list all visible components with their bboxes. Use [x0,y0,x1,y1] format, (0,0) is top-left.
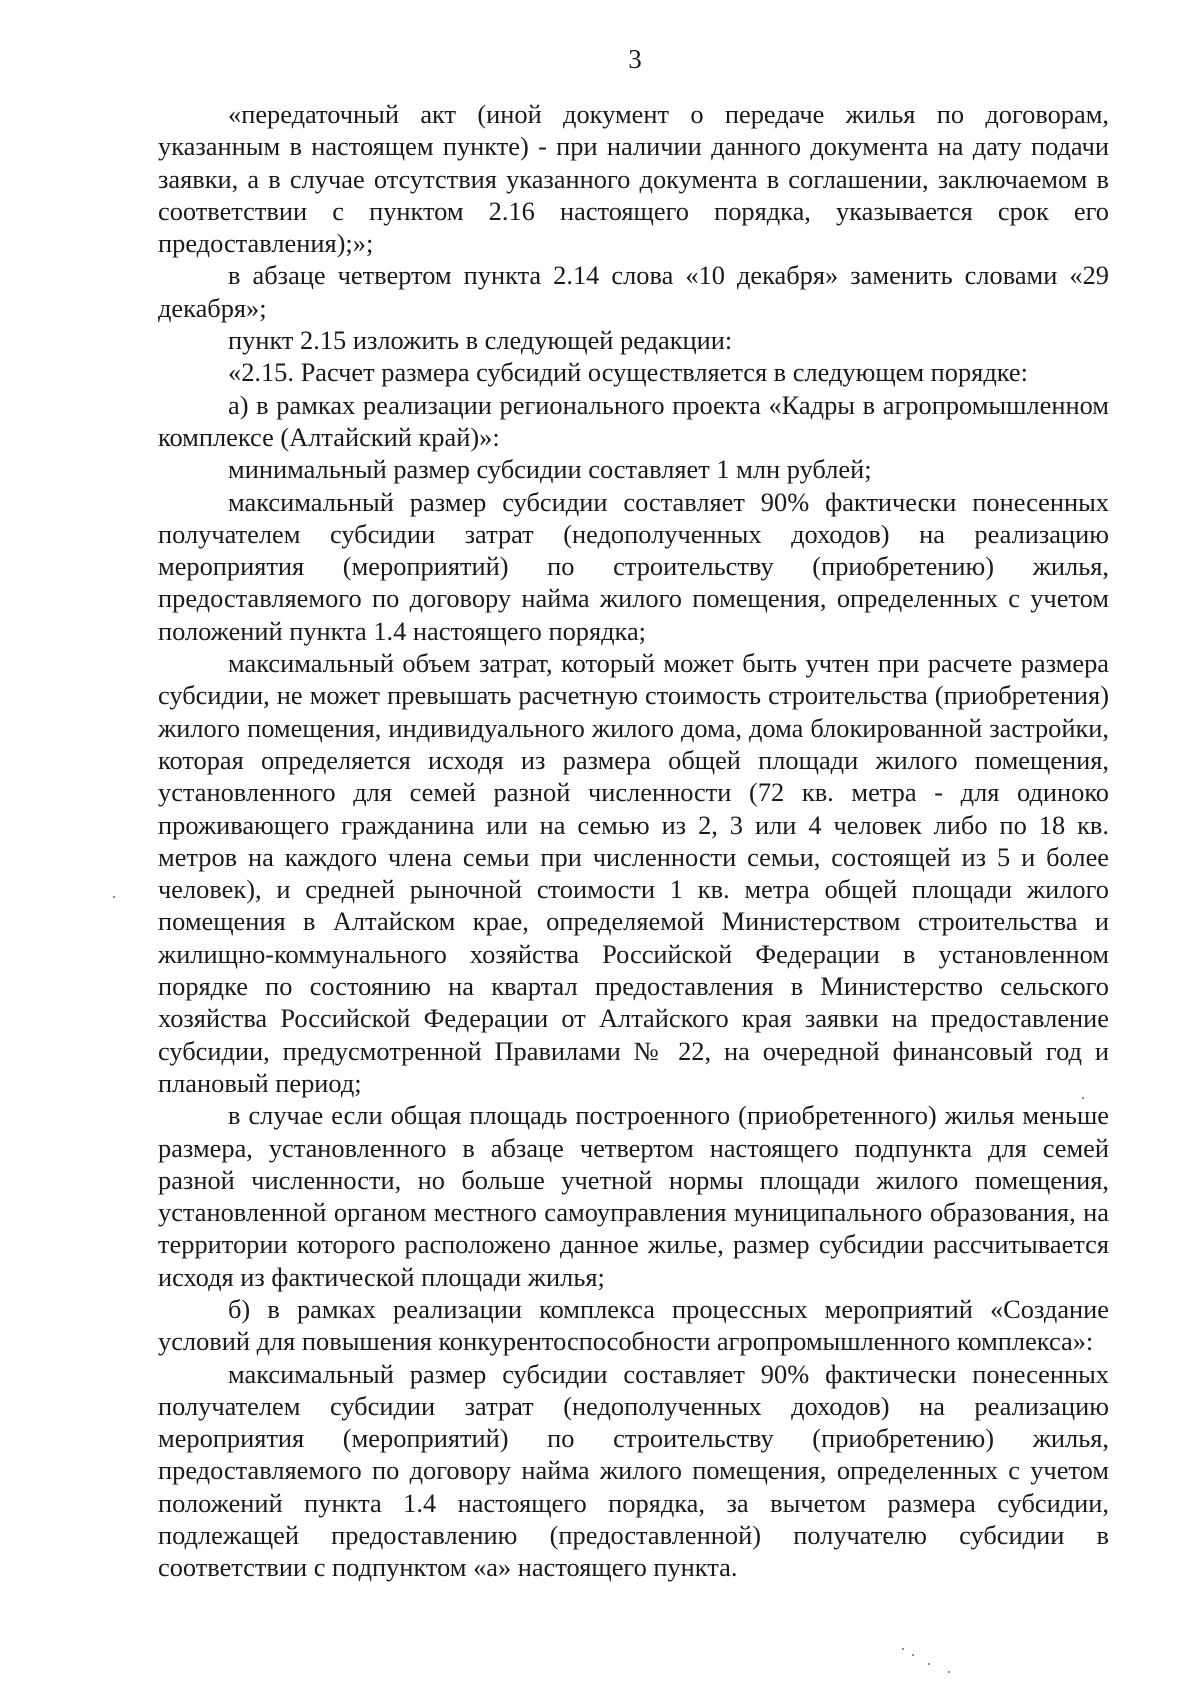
paragraph-smaller-area: в случае если общая площадь построенного (приобретенного) жилья меньше размера, установленного в абзаце четвертом настоящего подпункта для семей разной численности, но больше учетной нормы площади жилого помещения, установленной органом местного самоуправления муниципального образования, на территории которого расположено данное жилье, размер субсидии рассчитывается исходя из фактической площади жилья; [158,1100,1109,1292]
scan-speck [912,1654,914,1656]
scan-speck [902,1648,904,1650]
scan-speck [113,896,115,898]
paragraph-amend-2-14: в абзаце четвертом пункта 2.14 слова «10 декабря» заменить словами «29 декабря»; [158,260,1109,323]
paragraph-transfer-act: «передаточный акт (иной документ о передаче жилья по договорам, указанным в настоящем пункте) - при наличии данного документа на дату подачи заявки, а в случае отсутствия указанного документа в соглашении, заключаемом в соответствии с пунктом 2.16 настоящего порядка, указывается срок его предоставления);»; [158,99,1109,259]
scan-speck [948,1671,950,1673]
paragraph-maximum-subsidy-b: максимальный размер субсидии составляет 90% фактически понесенных получателем субсидии затрат (недополученных доходов) на реализацию мероприятия (мероприятий) по строительству (приобретению) жилья, предоставляемого по договору найма жилого помещения, определенных с учетом положений пункта 1.4 настоящего порядка, за вычетом размера субсидии, подлежащей предоставлению (предоставленной) получателю субсидии в соответствии с подпунктом «а» настоящего пункта. [158,1358,1109,1583]
scan-speck [1082,1097,1084,1099]
scan-speck [928,1663,930,1665]
paragraph-minimum-subsidy: минимальный размер субсидии составляет 1 млн рублей; [228,454,872,485]
paragraph-amend-2-15-intro: пункт 2.15 изложить в следующей редакции: [228,325,733,356]
page-number: 3 [628,44,642,74]
document-body [158,98,1109,1584]
paragraph-maximum-subsidy-a: максимальный размер субсидии составляет 90% фактически понесенных получателем субсидии затрат (недополученных доходов) на реализацию мероприятия (мероприятий) по строительству (приобретению) жилья, предоставляемого по договору найма жилого помещения, определенных с учетом положений пункта 1.4 настоящего порядка; [158,486,1109,646]
paragraph-subpoint-a: а) в рамках реализации регионального проекта «Кадры в агропромышленном комплексе (Алтайский край)»: [158,389,1109,452]
paragraph-subpoint-b: б) в рамках реализации комплекса процессных мероприятий «Создание условий для повышения конкурентоспособности агропромышленного комплекса»: [158,1293,1109,1357]
paragraph-2-15-heading: «2.15. Расчет размера субсидий осуществляется в следующем порядке: [228,357,1028,388]
paragraph-maximum-costs: максимальный объем затрат, который может быть учтен при расчете размера субсидии, не может превышать расчетную стоимость строительства (приобретения) жилого помещения, индивидуального жилого дома, дома блокированной застройки, которая определяется исходя из размера общей площади жилого помещения, установленного для семей разной численности (72 кв. метра - для одиноко проживающего гражданина или на семью из 2, 3 или 4 человек либо по 18 кв. метров на каждого члена семьи при численности семьи, состоящей из 5 и более человек), и средней рыночной стоимости 1 кв. метра общей площади жилого помещения в Алтайском крае, определяемой Министерством строительства и жилищно-коммунального хозяйства Российской Федерации в установленном порядке по состоянию на квартал предоставления в Министерство сельского хозяйства Российской Федерации от Алтайского края заявки на предоставление субсидии, предусмотренной Правилами № 22, на очередной финансовый год и плановый период; [158,648,1109,1098]
